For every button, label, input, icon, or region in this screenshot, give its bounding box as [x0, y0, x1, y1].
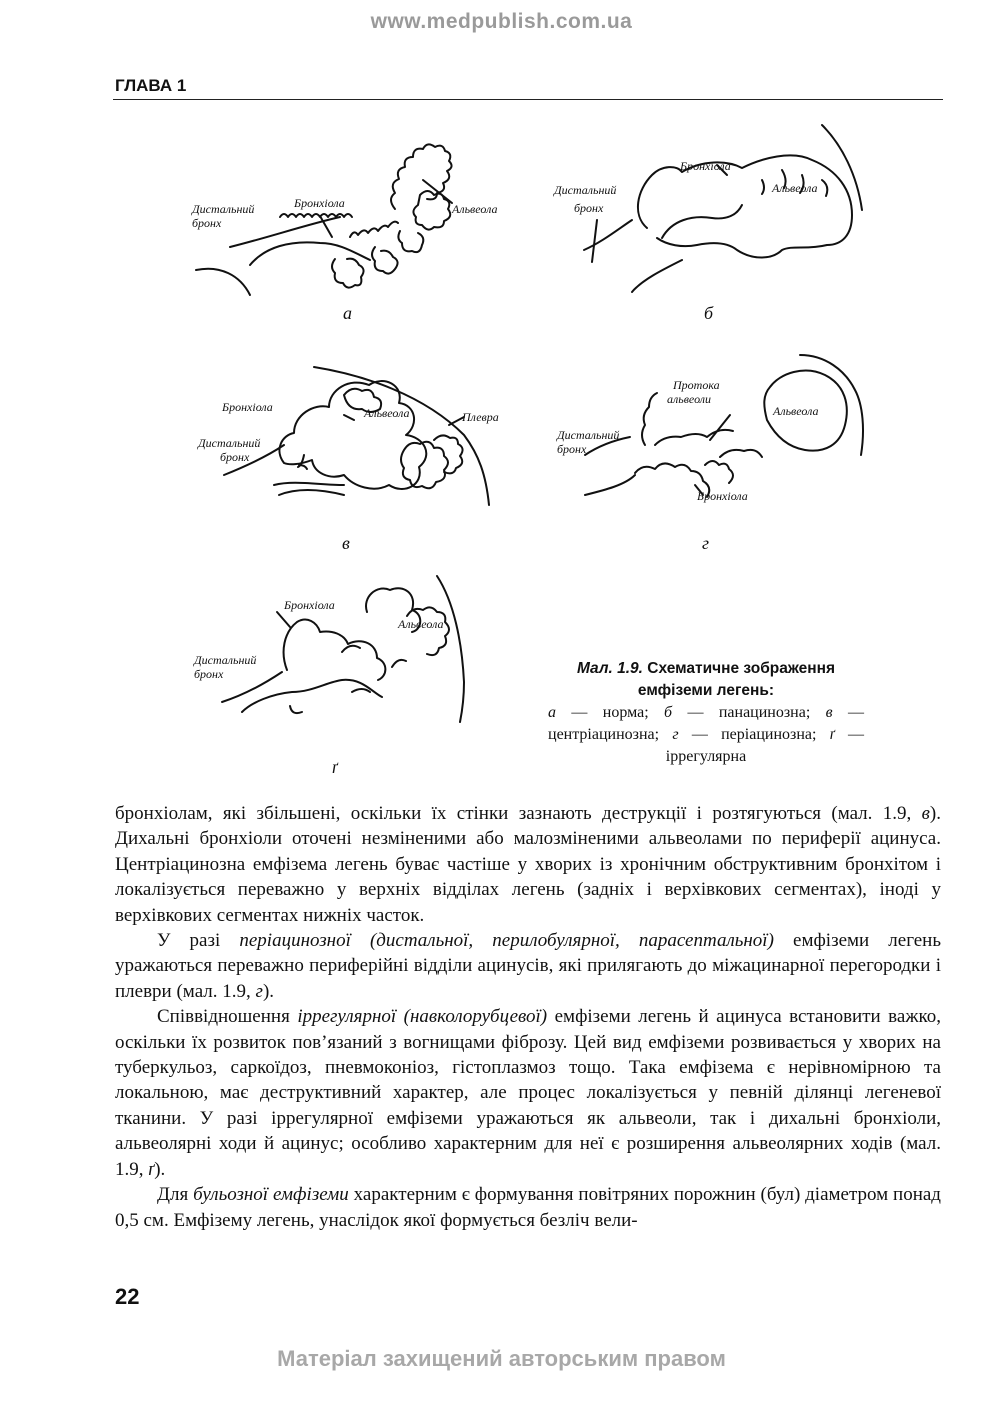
label-bronchiole: Бронхіола: [680, 159, 731, 173]
label-duct-2: альвеоли: [667, 392, 712, 406]
label-bronchiole: Бронхіола: [697, 489, 748, 503]
label-pleura: Плевра: [462, 410, 499, 424]
term-italic: іррегулярної (навколорубцевої): [297, 1006, 548, 1028]
figure-ref: ґ: [148, 1158, 155, 1180]
paragraph: бронхіолам, які збільшені, оскільки їх стінки зазнають деструкції і розтягуються (мал. 1.9, в). Дихальні бронхіоли оточені незміненими або малозміненими альвеолами по периферії ацинуса. Центріацинозна емфізема легень буває частіше у хворих із хронічним обструктивним бронхітом і локалізується переважно у верхніх відділах легень (задніх і верхівкових сегментах), іноді у верхівкових сегментах нижніх часток.: [115, 803, 941, 926]
panel-letter-a: а: [343, 303, 352, 323]
label-distal-bronchus: Дистальний: [192, 202, 255, 216]
paragraph: Для бульозної емфіземи характерним є формування повітряних порожнин (бул) діаметром понад 0,5 см. Емфізему легень, унаслідок якої формується безліч вели-: [115, 1184, 941, 1231]
label-alveolus: Альвеола: [773, 404, 819, 418]
legend-text: — панацинозна;: [672, 704, 826, 721]
page-number: 22: [115, 1284, 140, 1309]
figure-centriacinar: [194, 355, 499, 525]
label-distal-bronchus-2: бронх: [220, 450, 250, 464]
label-distal-bronchus: Дистальний: [557, 428, 620, 442]
figure-ref: в: [921, 803, 930, 824]
legend-letter: в: [825, 704, 833, 721]
label-distal-bronchus: Дистальний: [198, 436, 261, 450]
figure-irregular: [192, 572, 482, 752]
figure-ref: г: [255, 980, 263, 1002]
label-bronchiole: Бронхіола: [284, 598, 335, 612]
legend-letter: а: [548, 704, 556, 721]
chapter-title: ГЛАВА 1: [115, 76, 187, 95]
paragraph: Співвідношення іррегулярної (навколорубцевої) емфіземи легень й ацинуса встановити важко, оскільки їх розвиток пов’язаний з вогнищами фіброзу. Цей вид емфіземи розвивається у хворих на туберкульоз, саркоїдоз, пневмоконіоз, гістоплазмоз тощо. Така емфізема є нерівномірною та локальною, має деструктивний характер, але процес локалізується у певній ділянці легеневої тканини. У разі іррегулярної емфіземи уражаються як альвеоли, так і дихальні бронхіоли, альвеолярні ходи й ацинус; особливо характерним для неї є розширення альвеолярних ходів (мал. 1.9, ґ).: [115, 1006, 941, 1180]
label-alveolus: Альвеола: [452, 202, 498, 216]
site-url: www.medpublish.com.ua: [370, 10, 633, 33]
caption-heading: Схематичне зображення емфіземи легень:: [637, 660, 836, 699]
figure-periacinar: [555, 345, 875, 520]
label-bronchiole: Бронхіола: [294, 196, 345, 210]
label-bronchiole: Бронхіола: [222, 400, 273, 414]
panel-letter-g: г: [702, 533, 710, 553]
figure-panacinar: [552, 120, 882, 300]
label-distal-bronchus-2: бронх: [194, 667, 224, 681]
label-distal-bronchus-2: бронх: [574, 201, 604, 215]
legend-text: — центріацинозна;: [548, 704, 865, 743]
label-alveolus: Альвеола: [364, 406, 410, 420]
label-distal-bronchus: Дистальний: [194, 653, 257, 667]
label-alveolus: Альвеола: [772, 181, 818, 195]
copyright-footer: Матеріал захищений авторським правом: [277, 1346, 726, 1371]
term-italic: періацинозної (дистальної, перилобулярної, парасептальної): [239, 930, 774, 952]
header-rule: [113, 99, 943, 100]
caption-legend: [548, 702, 864, 768]
caption-number: Мал. 1.9.: [576, 660, 643, 677]
label-distal-bronchus: Дистальний: [554, 183, 617, 197]
legend-letter: г: [672, 726, 679, 743]
label-duct: Протока: [673, 378, 720, 392]
label-alveolus: Альвеола: [398, 617, 444, 631]
legend-letter: б: [664, 704, 673, 721]
label-distal-bronchus-2: бронх: [557, 442, 587, 456]
paragraph: У разі періацинозної (дистальної, перилобулярної, парасептальної) емфіземи легень уражаються переважно периферійні відділи ацинусів, які прилягають до міжацинарної перегородки і плеври (мал. 1.9, г).: [115, 930, 942, 1002]
body-text: [115, 801, 941, 1233]
panel-letter-b: б: [704, 303, 714, 323]
label-distal-bronchus-2: бронх: [192, 216, 222, 230]
legend-text: — іррегулярна: [665, 726, 865, 765]
legend-text: — періацинозна;: [678, 726, 830, 743]
term-italic: бульозної емфіземи: [193, 1184, 349, 1206]
figure-caption: [548, 658, 864, 768]
legend-text: — норма;: [556, 704, 665, 721]
figure-normal: [190, 125, 520, 305]
panel-letter-v: в: [342, 533, 350, 553]
caption-title: [548, 658, 864, 702]
panel-letter-gh: ґ: [332, 757, 338, 777]
legend-letter: ґ: [829, 726, 835, 743]
